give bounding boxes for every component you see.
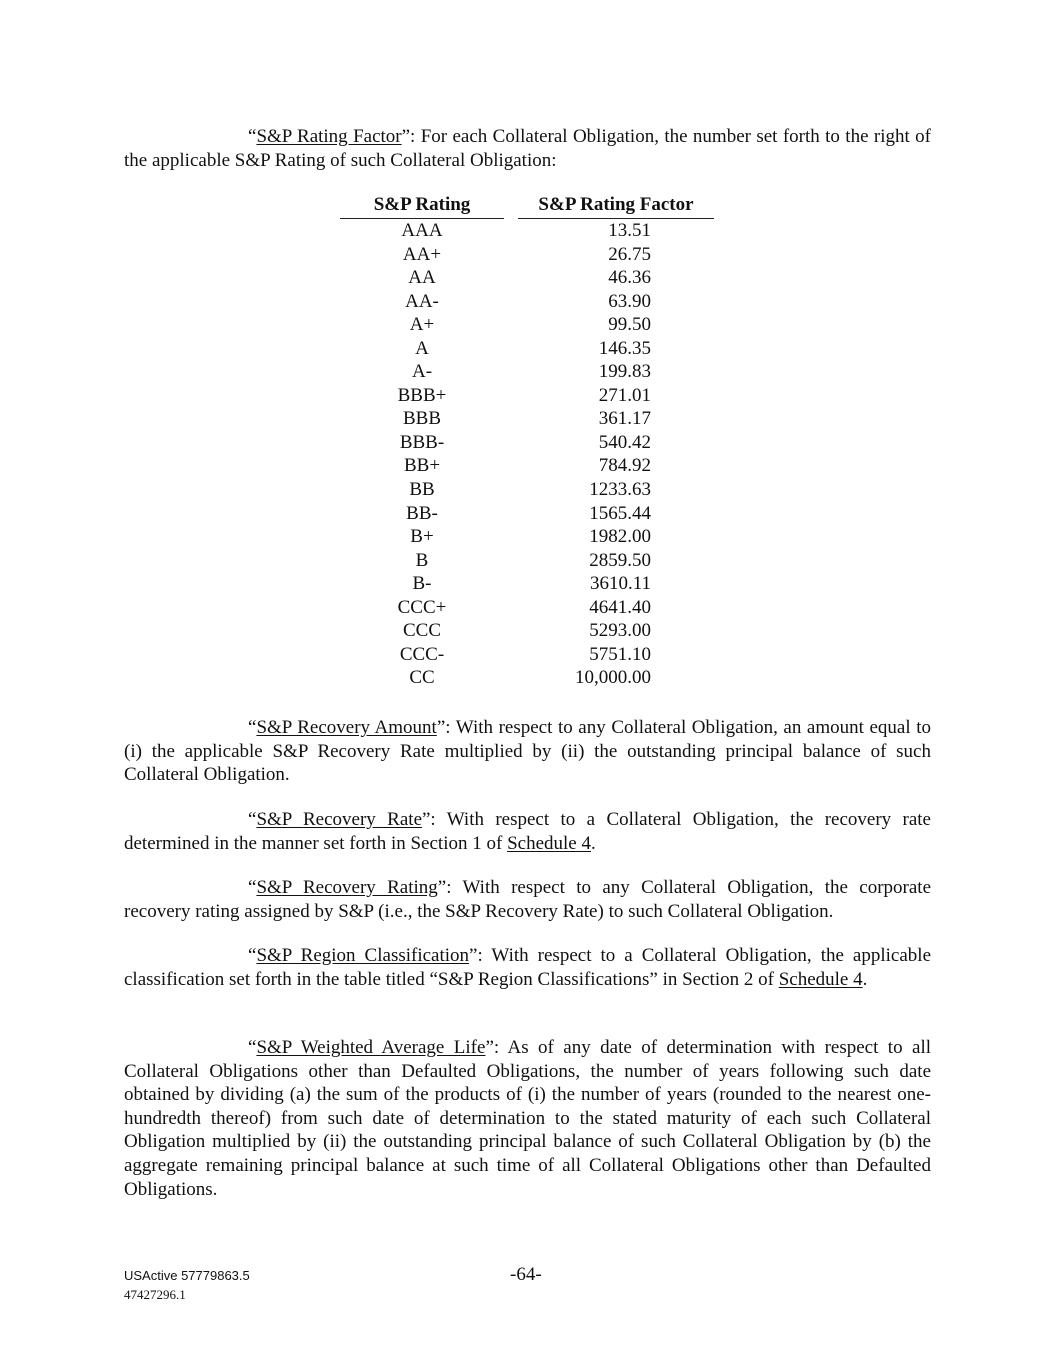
rating-cell: BB — [409, 479, 435, 501]
definition-text: ”: With respect to any Collateral Obligation, the corporate recovery rating assigned by S&P (i.e., the S&P Recovery Rate) to such Collateral Obligation. — [124, 877, 931, 922]
rating-cell: BBB- — [399, 431, 445, 453]
factor-cell: 99.50 — [608, 314, 651, 336]
schedule-reference: Schedule 4 — [507, 832, 591, 854]
rating-cell: B+ — [410, 526, 434, 548]
table-row — [340, 384, 720, 408]
rating-cell: B — [415, 549, 429, 571]
table-row — [340, 313, 720, 337]
rating-cell: AA+ — [402, 243, 442, 265]
factor-cell: 10,000.00 — [575, 667, 651, 689]
table-row — [340, 337, 720, 361]
schedule-reference: Schedule 4 — [778, 968, 863, 990]
table-body — [340, 219, 720, 690]
table-row — [340, 525, 720, 549]
factor-cell: 4641.40 — [589, 596, 651, 618]
factor-cell: 1233.63 — [589, 479, 651, 501]
page-number: -64- — [510, 1264, 542, 1285]
column-header-rating: S&P Rating — [340, 192, 504, 219]
rating-cell: A+ — [409, 314, 435, 336]
definition-sp-weighted-average-life — [124, 1036, 931, 1201]
factor-cell: 5293.00 — [589, 620, 651, 642]
table-row — [340, 596, 720, 620]
factor-cell: 361.17 — [598, 408, 651, 430]
factor-cell: 26.75 — [608, 243, 651, 265]
factor-cell: 5751.10 — [589, 643, 651, 665]
factor-cell: 13.51 — [608, 220, 651, 241]
factor-cell: 46.36 — [608, 267, 651, 289]
rating-cell: CCC+ — [397, 596, 447, 618]
factor-cell: 63.90 — [608, 290, 651, 312]
rating-cell: BBB+ — [397, 384, 447, 406]
definition-sp-region-classification — [124, 944, 931, 991]
factor-cell: 199.83 — [598, 361, 651, 383]
rating-cell: A — [415, 337, 429, 359]
punctuation: . — [590, 832, 596, 854]
factor-cell: 271.01 — [598, 384, 651, 406]
definition-text: ”: As of any date of determination with respect to all Collateral Obligations other than Defaulted Obligations, the number of years following such date obtained by dividing (a) the sum of the products of (i) the number of years (rounded to the nearest one-hundredth thereof) from such date of determination to the stated maturity of each such Collateral Obligation multiplied by (ii) the outstanding principal balance of such Collateral Obligation by (b) the aggregate remaining principal balance at such time of all Collateral Obligations other than Defaulted Obligations. — [124, 1037, 931, 1200]
table-row — [340, 619, 720, 643]
factor-cell: 1565.44 — [589, 502, 651, 524]
table-row — [340, 502, 720, 526]
defined-term: S&P Weighted Average Life — [256, 1037, 486, 1058]
factor-cell: 784.92 — [598, 455, 651, 477]
definition-text: ”: With respect to any Collateral Obligation, an amount equal to (i) the applicable S&P Recovery Rate multiplied by (ii) the outstanding principal balance of such Collateral Obligation. — [124, 717, 931, 786]
table-row — [340, 407, 720, 431]
definition-sp-recovery-rating — [124, 876, 931, 923]
defined-term: S&P Recovery Amount — [256, 717, 437, 738]
defined-term: S&P Recovery Rate — [256, 809, 422, 830]
rating-cell: AAA — [401, 220, 443, 241]
defined-term: S&P Recovery Rating — [256, 877, 438, 898]
table-row — [340, 666, 720, 690]
quote: “ — [248, 809, 257, 830]
definition-sp-rating-factor — [124, 125, 931, 172]
table-row — [340, 454, 720, 478]
definition-sp-recovery-rate — [124, 808, 931, 855]
rating-cell: BB- — [406, 502, 438, 524]
rating-cell: B- — [412, 573, 432, 595]
table-row — [340, 266, 720, 290]
rating-cell: A- — [411, 361, 433, 383]
table-row — [340, 290, 720, 314]
factor-cell: 2859.50 — [589, 549, 651, 571]
rating-cell: BB+ — [403, 455, 441, 477]
definition-text: ”: With respect to a Collateral Obligation, the recovery rate determined in the manner set forth in Section 1 of — [124, 809, 931, 854]
factor-cell: 1982.00 — [589, 526, 651, 548]
quote: “ — [248, 126, 257, 147]
table-row — [340, 549, 720, 573]
rating-cell: CCC- — [399, 643, 445, 665]
quote: “ — [248, 1037, 257, 1058]
rating-cell: CCC — [402, 620, 442, 642]
factor-cell: 3610.11 — [589, 573, 651, 595]
table-row — [340, 431, 720, 455]
quote: “ — [248, 945, 257, 966]
table-row — [340, 478, 720, 502]
factor-cell: 146.35 — [598, 337, 651, 359]
definition-sp-recovery-amount — [124, 716, 931, 787]
rating-cell: CC — [409, 667, 435, 689]
definition-text: ”: With respect to a Collateral Obligation, the applicable classification set forth in the table titled “S&P Region Classifications” in Section 2 of — [124, 945, 931, 990]
document-id: USActive 57779863.5 — [124, 1268, 250, 1283]
column-header-factor: S&P Rating Factor — [518, 192, 714, 219]
definition-text: ”: For each Collateral Obligation, the number set forth to the right of the applicable S&P Rating of such Collateral Obligation: — [124, 126, 931, 171]
rating-cell: BBB — [402, 408, 442, 430]
punctuation: . — [862, 968, 868, 990]
defined-term: S&P Rating Factor — [256, 126, 402, 147]
rating-cell: AA — [408, 267, 436, 289]
table-row — [340, 360, 720, 384]
rating-cell: AA- — [405, 290, 439, 312]
table-row — [340, 572, 720, 596]
document-id-secondary: 47427296.1 — [124, 1287, 186, 1302]
factor-cell: 540.42 — [598, 431, 651, 453]
defined-term: S&P Region Classification — [256, 945, 470, 966]
quote: “ — [248, 717, 257, 738]
table-row — [340, 219, 720, 243]
table-row — [340, 243, 720, 267]
quote: “ — [248, 877, 257, 898]
table-row — [340, 643, 720, 667]
